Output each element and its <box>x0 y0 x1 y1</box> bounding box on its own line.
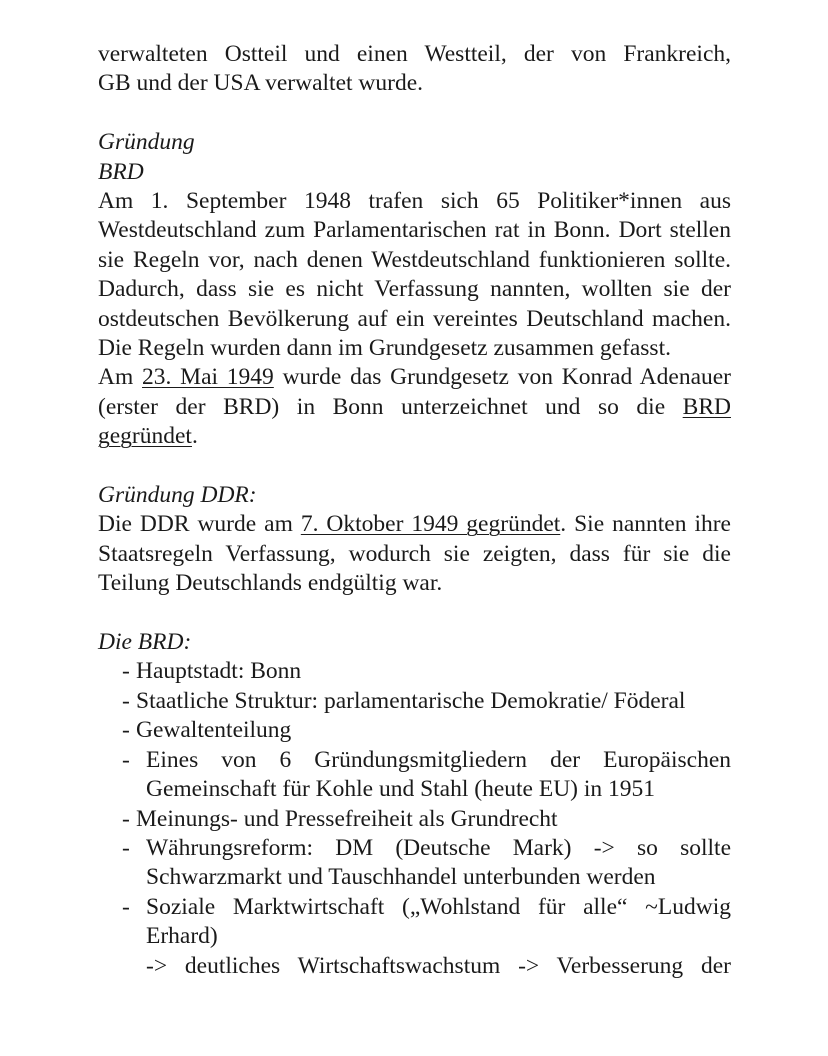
para-text: Die DDR wurde am <box>98 511 301 538</box>
list-item: - Hauptstadt: Bonn <box>122 657 731 686</box>
brd-grundgesetz-paragraph <box>98 363 731 451</box>
spacer <box>98 99 731 128</box>
spacer <box>98 599 731 628</box>
ddr-founding-paragraph <box>98 510 731 598</box>
para-text: . Sie nannten ihre Staatsregeln Verfassung, wodurch sie zeigten, dass für sie die Teilung Deutschlands endgültig war. <box>98 511 731 597</box>
para-text: . <box>191 423 198 450</box>
intro-line-2: GB und der USA verwaltet wurde. <box>98 70 424 97</box>
intro-line-1: verwalteten Ostteil und einen Westteil, der von Frankreich, <box>98 41 731 67</box>
document-page <box>98 40 731 981</box>
brd-facts-list <box>98 657 731 980</box>
para-text: Am <box>98 364 143 391</box>
para-text: wurde das Grundgesetz von Konrad Adenauer (erster der BRD) in Bonn unterzeichnet und so die <box>98 364 732 420</box>
ddr-heading: Gründung DDR: <box>98 482 257 509</box>
list-item <box>122 893 731 981</box>
list-item: - Meinungs- und Pressefreiheit als Grundrecht <box>122 805 731 834</box>
list-item-continuation: -> deutliches Wirtschaftswachstum -> Verbesserung der <box>146 952 731 979</box>
underlined-date: 23. Mai 1949 <box>142 364 274 391</box>
spacer <box>98 452 731 481</box>
list-item: - Gewaltenteilung <box>122 716 731 745</box>
underlined-date: 7. Oktober 1949 gegründet <box>300 511 561 538</box>
underlined-founded: BRD gegründet <box>98 393 731 450</box>
brd-founding-paragraph: Am 1. September 1948 trafen sich 65 Politiker*innen aus Westdeutschland zum Parlamentarischen rat in Bonn. Dort stellen sie Regeln vor, nach denen Westdeutschland funktionieren sollte. Dadurch, dass sie es nicht Verfassung nannten, wollten sie der ostdeutschen Bevölkerung auf ein vereintes Deutschland machen. Die Regeln wurden dann im Grundgesetz zusammen gefasst. <box>98 188 731 362</box>
brd-heading-line-2: BRD <box>98 158 144 185</box>
die-brd-heading: Die BRD: <box>98 629 192 656</box>
list-item: - Staatliche Struktur: parlamentarische Demokratie/ Föderal <box>122 687 731 716</box>
list-item: - Währungsreform: DM (Deutsche Mark) -> so sollte Schwarzmarkt und Tauschhandel unterbunden werden <box>122 834 731 893</box>
list-item: - Eines von 6 Gründungsmitgliedern der Europäischen Gemeinschaft für Kohle und Stahl (heute EU) in 1951 <box>122 746 731 805</box>
list-item-text: Soziale Marktwirtschaft („Wohlstand für alle“ ~Ludwig Erhard) <box>146 893 731 950</box>
brd-heading-line-1: Gründung <box>98 129 195 156</box>
